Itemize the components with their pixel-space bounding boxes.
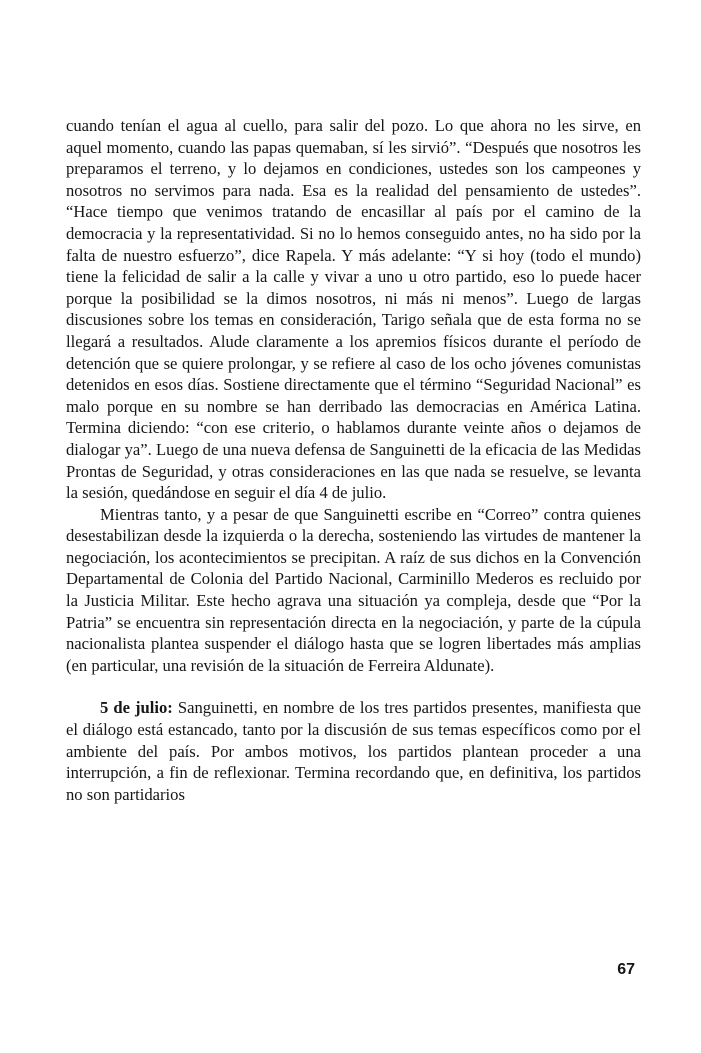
paragraph-3 <box>66 697 641 805</box>
paragraph-2: Mientras tanto, y a pesar de que Sanguinetti escribe en “Correo” contra quienes desestabilizan desde la izquierda o la derecha, sosteniendo las virtudes de mantener la negociación, los acontecimientos se precipitan. A raíz de sus dichos en la Convención Departamental de Colonia del Partido Nacional, Carminillo Mederos es recluido por la Justicia Militar. Este hecho agrava una situación ya compleja, desde que “Por la Patria” se encuentra sin representación directa en la negociación, y parte de la cúpula nacionalista plantea suspender el diálogo hasta que se logren libertades más amplias (en particular, una revisión de la situación de Ferreira Aldunate). <box>66 504 641 675</box>
page-body <box>66 115 641 805</box>
paragraph-3-text: Sanguinetti, en nombre de los tres partidos presentes, manifiesta que el diálogo está estancado, tanto por la discusión de sus temas específicos como por el ambiente del país. Por ambos motivos, los partidos plantean proceder a una interrupción, a fin de reflexionar. Termina recordando que, en definitiva, los partidos no son partidarios <box>66 698 641 804</box>
page-number: 67 <box>617 961 635 978</box>
date-heading: 5 de julio: <box>100 698 173 718</box>
paragraph-1: cuando tenían el agua al cuello, para salir del pozo. Lo que ahora no les sirve, en aquel momento, cuando las papas quemaban, sí les sirvió”. “Después que nosotros les preparamos el terreno, y lo dejamos en condiciones, ustedes son los campeones y nosotros no servimos para nada. Esa es la realidad del pensamiento de ustedes”. “Hace tiempo que venimos tratando de encasillar al país por el camino de la democracia y la representatividad. Si no lo hemos conseguido antes, no ha sido por la falta de nuestro esfuerzo”, dice Rapela. Y más adelante: “Y si hoy (todo el mundo) tiene la felicidad de salir a la calle y vivar a uno u otro partido, eso lo puede hacer porque la posibilidad se la dimos nosotros, ni más ni menos”. Luego de largas discusiones sobre los temas en consideración, Tarigo señala que de esta forma no se llegará a resultados. Alude claramente a los apremios físicos durante el período de detención que se quiere prolongar, y se refiere al caso de los ocho jóvenes comunistas detenidos en esos días. Sostiene directamente que el término “Seguridad Nacional” es malo porque en su nombre se han derribado las democracias en América Latina. Termina diciendo: “con ese criterio, o hablamos durante veinte años o dejamos de dialogar ya”. Luego de una nueva defensa de Sanguinetti de la eficacia de las Medidas Prontas de Seguridad, y otras consideraciones en las que nada se resuelve, se levanta la sesión, quedándose en seguir el día 4 de julio. <box>66 116 641 503</box>
